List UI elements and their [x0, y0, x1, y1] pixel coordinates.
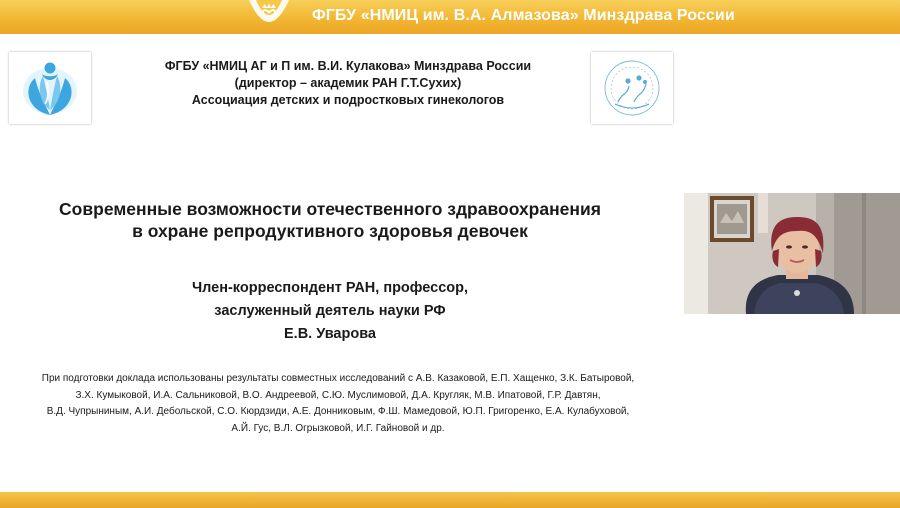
speaker-rank: Член-корреспондент РАН, профессор, — [191, 280, 469, 296]
acknowledgements-line-4: А.Й. Гус, В.Л. Огрызковой, И.Г. Гайновой и др. — [231, 422, 445, 434]
speaker-video-tile[interactable] — [684, 193, 900, 314]
speaker-honor: заслуженный деятель науки РФ — [214, 303, 446, 319]
association-name: Ассоциация детских и подростковых гинекологов — [191, 93, 505, 107]
speaker-webcam-image — [684, 193, 900, 314]
kulakov-center-logo — [9, 52, 91, 124]
banner-title: ФГБУ «НМИЦ им. В.А. Алмазова» Минздрава России — [312, 7, 735, 24]
association-emblem-icon — [591, 52, 673, 124]
talk-title-line-2: в охране репродуктивного здоровья девочек — [132, 221, 528, 241]
organization-header — [120, 58, 576, 109]
organization-name: ФГБУ «НМИЦ АГ и П им. В.И. Кулакова» Минздрава России — [164, 59, 532, 73]
talk-title — [30, 198, 630, 242]
kulakov-center-logo-icon — [9, 52, 91, 124]
heart-crown-icon — [245, 0, 293, 34]
speaker-name: Е.В. Уварова — [284, 326, 376, 342]
acknowledgements-line-2: З.Х. Кумыковой, И.А. Сальниковой, В.О. Андреевой, С.Ю. Муслимовой, Д.А. Кругляк, М.В. Ипатовой, Г.Р. Давтян, — [75, 389, 601, 401]
speaker-block — [120, 277, 540, 346]
top-banner — [0, 0, 900, 34]
acknowledgements-line-3: В.Д. Чупрыниным, А.И. Дебольской, С.О. Кюрдзиди, А.Е. Донниковым, Ф.Ш. Мамедовой, Ю.П. Григоренко, Е.А. Кулабуховой, — [46, 406, 630, 417]
acknowledgements — [14, 371, 662, 437]
organization-director: (директор – академик РАН Г.Т.Сухих) — [234, 76, 462, 90]
bottom-bar — [0, 492, 900, 508]
association-emblem-logo — [591, 52, 673, 124]
talk-title-line-1: Современные возможности отечественного здравоохранения — [59, 199, 601, 219]
acknowledgements-line-1: При подготовки доклада использованы результаты совместных исследований с А.В. Казаковой, Е.П. Хащенко, З.К. Батыровой, — [41, 373, 635, 384]
